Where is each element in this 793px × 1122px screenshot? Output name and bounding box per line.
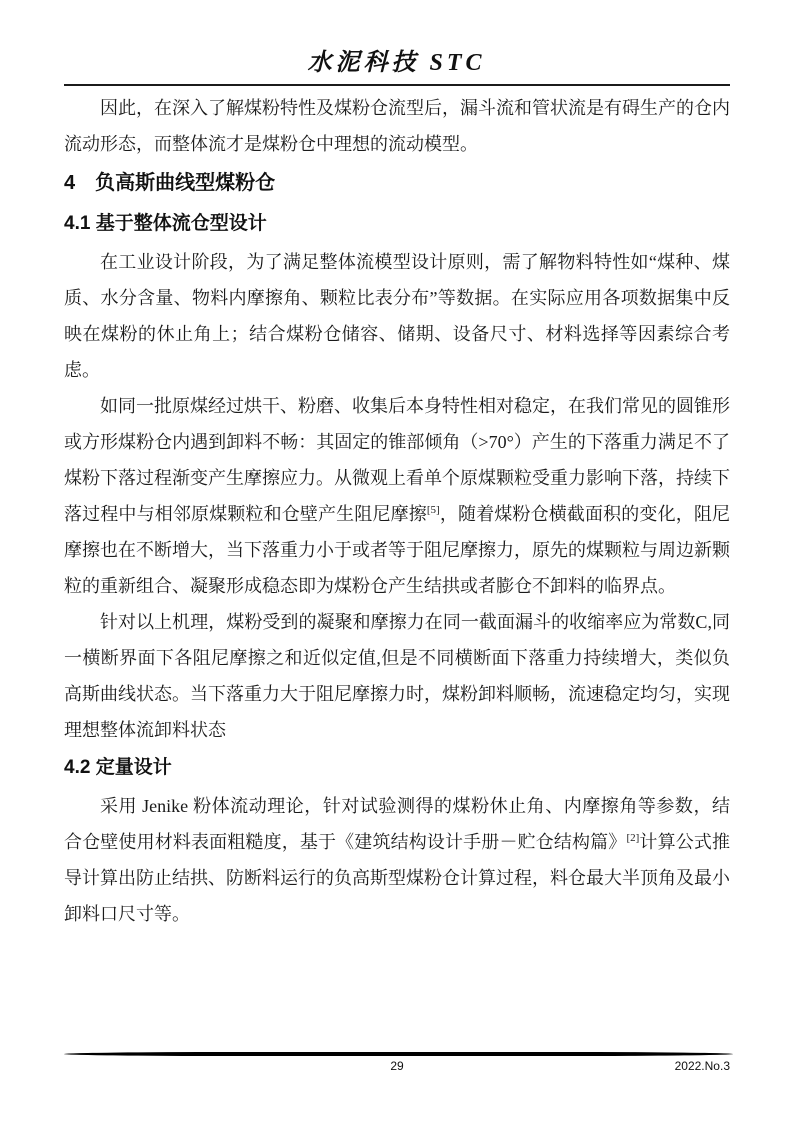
page-number: 29 [390,1059,404,1073]
paragraph-quantitative [64,788,730,932]
paragraph-quantitative-text-1: 采用 Jenike 粉体流动理论，针对试验测得的煤粉休止角、内摩擦角等参数，结合仓壁使用材料表面粗糙度，基于《建筑结构设计手册－贮仓结构篇》 [64,796,730,852]
paragraph-mechanism-text-1: 如同一批原煤经过烘干、粉磨、收集后本身特性相对稳定，在我们常见的圆锥形或方形煤粉仓内遇到卸料不畅：其固定的锥部倾角（>70°）产生的下落重力满足不了煤粉下落过程渐变产生摩擦应力。从微观上看单个原煤颗粒受重力影响下落，持续下落过程中与相邻原煤颗粒和仓壁产生阻尼摩擦 [64,396,730,524]
footer-divider [64,1052,733,1056]
paragraph-mechanism [64,388,730,604]
citation-ref-5: [5] [426,504,440,516]
header-divider [64,84,730,86]
issue-label: 2022.No.3 [674,1059,730,1073]
section-4-heading: 4 负高斯曲线型煤粉仓 [64,172,276,194]
page-footer [64,1059,730,1077]
paragraph-gauss-curve: 针对以上机理，煤粉受到的凝聚和摩擦力在同一截面漏斗的收缩率应为常数C,同一横断界面下各阻尼摩擦之和近似定值,但是不同横断面下落重力持续增大，类似负高斯曲线状态。当下落重力大于阻尼摩擦力时，煤粉卸料顺畅，流速稳定均匀，实现理想整体流卸料状态 [64,612,730,740]
paragraph-intro: 因此，在深入了解煤粉特性及煤粉仓流型后，漏斗流和管状流是有碍生产的仓内流动形态，而整体流才是煤粉仓中理想的流动模型。 [64,98,730,154]
paragraph-mechanism-text-2: ，随着煤粉仓横截面积的变化，阻尼摩擦也在不断增大，当下落重力小于或者等于阻尼摩擦力，原先的煤颗粒与周边新颗粒的重新组合、凝聚形成稳态即为煤粉仓产生结拱或者膨仓不卸料的临界点。 [64,504,731,596]
section-4-1-heading: 4.1 基于整体流仓型设计 [64,213,267,234]
page-header [0,0,793,86]
document-body [64,90,730,932]
section-4-2-heading: 4.2 定量设计 [64,757,172,778]
paragraph-design-context: 在工业设计阶段，为了满足整体流模型设计原则，需了解物料特性如“煤种、煤质、水分含量、物料内摩擦角、颗粒比表分布”等数据。在实际应用各项数据集中反映在煤粉的休止角上；结合煤粉仓储容、储期、设备尺寸、材料选择等因素综合考虑。 [64,252,730,380]
journal-title: 水泥科技 STC [307,50,486,76]
citation-ref-2: [2] [626,832,640,844]
paragraph-quantitative-text-2: 计算公式推导计算出防止结拱、防断料运行的负高斯型煤粉仓计算过程，料仓最大半顶角及最小卸料口尺寸等。 [64,832,730,924]
